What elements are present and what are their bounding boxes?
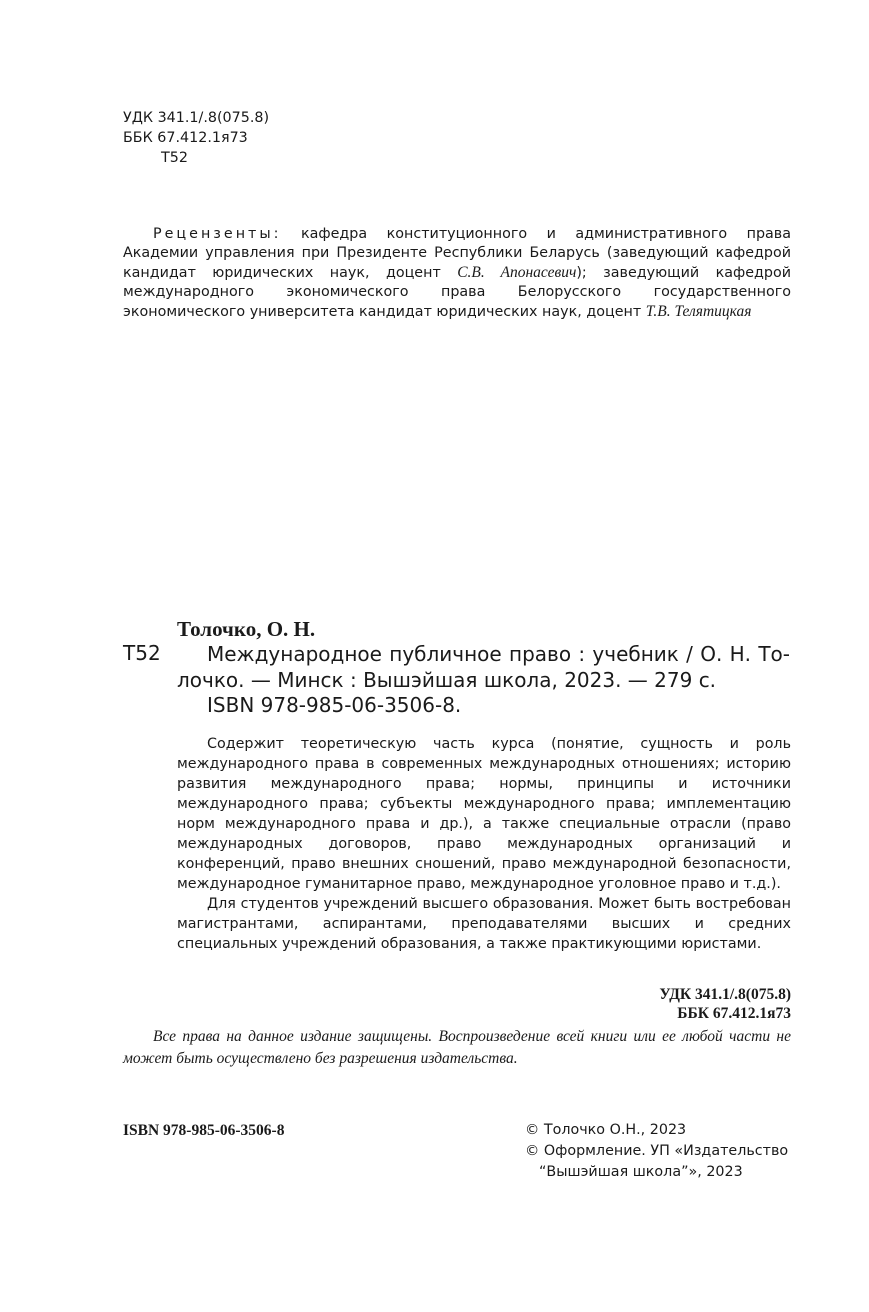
abstract-paragraph-1: Содержит теоретическую часть курса (понятие, сущность и роль международного права в современных международных отношениях; историю развития международного права; нормы, принципы и источники международного права; субъекты международного права; имплементацию норм международного права и др.), а также специальные отрасли (право международных договоров, право международных организаций и конференций, право внешних сношений, право международной безопасности, международное гуманитарное право, международное уголовное право и т.д.). — [177, 736, 791, 892]
rights-line-1: Все права на данное издание защищены. Воспроизведение всей книги или ее любой части не — [153, 1028, 791, 1045]
entry-isbn: ISBN 978-985-06-3506-8. — [207, 693, 462, 717]
entry-author: Толочко, О. Н. — [177, 617, 316, 641]
udk-code-bottom: УДК 341.1/.8(075.8) — [659, 986, 791, 1003]
reviewers-paragraph — [123, 225, 791, 322]
isbn-bold: ISBN 978-985-06-3506-8 — [123, 1122, 285, 1139]
rights-line-2: может быть осуществлено без разрешения издательства. — [123, 1050, 518, 1067]
rights-notice — [123, 1026, 791, 1070]
classification-codes-bottom — [659, 985, 791, 1023]
udk-code: УДК 341.1/.8(075.8) — [123, 110, 270, 126]
biblio-line-2: лочко. — Минск : Вышэйшая школа, 2023. — 279 с. — [177, 668, 717, 692]
author-mark: Т52 — [161, 150, 188, 166]
reviewer-name-2: Т.В. Телятицкая — [645, 303, 752, 320]
classification-codes-top — [123, 109, 269, 169]
reviewers-text-1: кафедра конституционного и административного права Академии управления при Президенте Республики Беларусь (заведующий кафедрой кандидат юридических наук, доцент — [123, 226, 791, 281]
abstract — [177, 734, 791, 954]
bibliographic-entry — [177, 641, 790, 693]
entry-mark: Т52 — [123, 641, 161, 665]
biblio-line-1: Международное публичное право : учебник / О. Н. То- — [207, 642, 790, 666]
reviewer-name-1: С.В. Апонасевич — [457, 264, 577, 281]
copyright-publisher: “Вышэйшая школа”», 2023 — [539, 1164, 743, 1180]
copyright-author: © Толочко О.Н., 2023 — [525, 1122, 687, 1138]
copyright-block — [525, 1120, 788, 1183]
abstract-paragraph-2: Для студентов учреждений высшего образования. Может быть востребован магистрантами, аспирантами, преподавателями высших и средних специальных учреждений образования, а также практикующими юристами. — [177, 896, 791, 952]
reviewers-text-2: ); заведующий кафедрой международного экономического права Белорусского государственного экономического университета кандидат юридических наук, доцент — [123, 265, 791, 320]
reviewers-label: Рецензенты: — [153, 226, 282, 242]
bbk-code-bottom: ББК 67.412.1я73 — [677, 1005, 791, 1022]
copyright-design: © Оформление. УП «Издательство — [525, 1143, 789, 1159]
bbk-code: ББК 67.412.1я73 — [123, 130, 248, 146]
